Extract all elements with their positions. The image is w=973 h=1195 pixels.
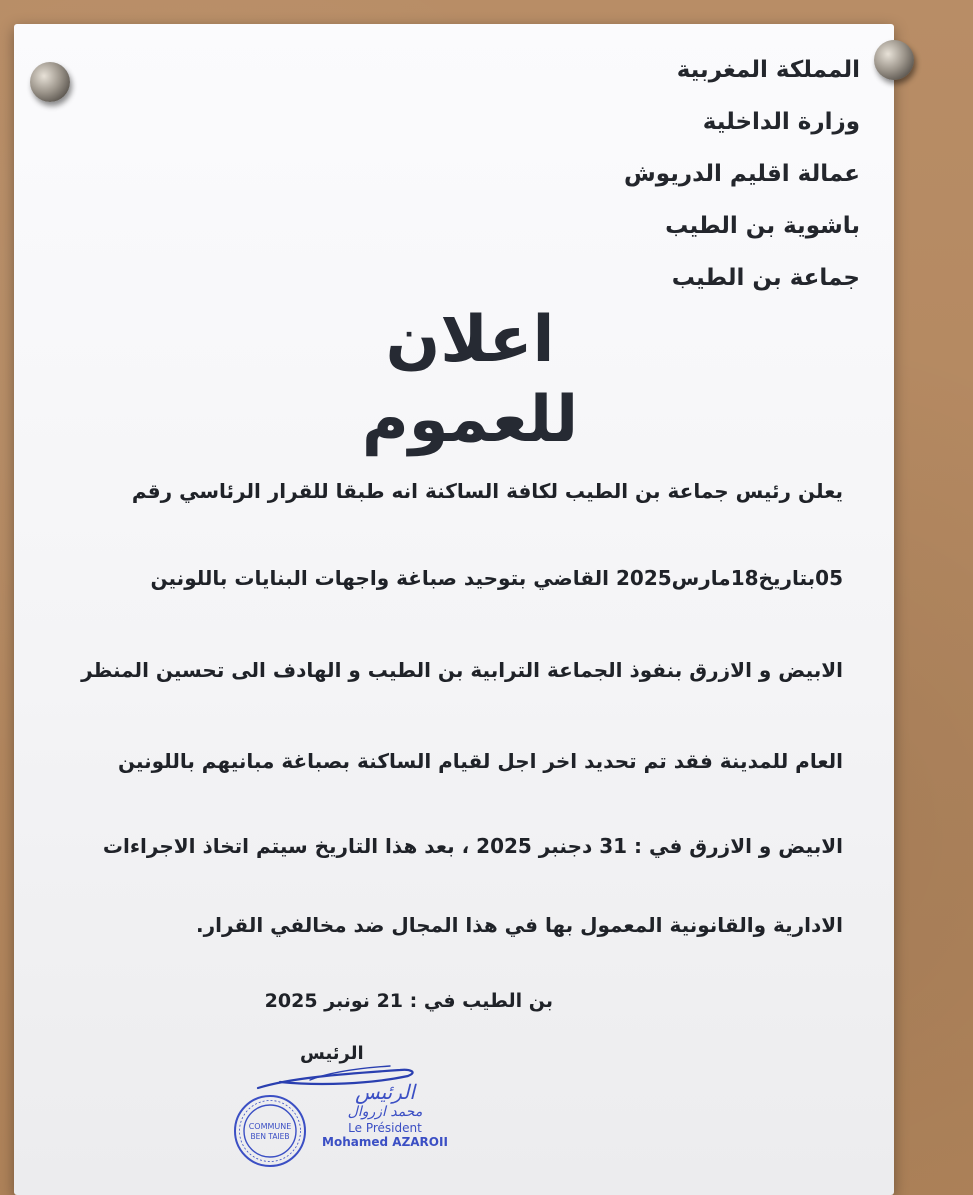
header-ministry: وزارة الداخلية (702, 109, 860, 135)
svg-text:COMMUNE: COMMUNE (248, 1122, 292, 1131)
commune-seal-icon (232, 1093, 308, 1169)
header-kingdom: المملكة المغربية (676, 57, 860, 83)
pushpin-left-icon (30, 62, 70, 102)
stamp-arabic-name: محمد ازروال (347, 1104, 423, 1120)
signature-label: الرئيس (300, 1043, 364, 1064)
body-line-3: الابيض و الازرق بنفوذ الجماعة الترابية بن الطيب و الهادف الى تحسين المنظر (81, 658, 843, 682)
body-line-5: الابيض و الازرق في : 31 دجنبر 2025 ، بعد هذا التاريخ سيتم اتخاذ الاجراءات (102, 834, 843, 858)
issuer-header (480, 44, 860, 304)
place-date-line: بن الطيب في : 21 نونبر 2025 (264, 990, 553, 1012)
stamp-french-name: Mohamed AZAROII (322, 1135, 448, 1149)
body-line-1: يعلن رئيس جماعة بن الطيب لكافة الساكنة انه طبقا للقرار الرئاسي رقم (131, 479, 843, 503)
svg-text:BEN TAIEB: BEN TAIEB (250, 1132, 290, 1141)
notice-title: اعلان للعموم (361, 303, 579, 457)
stamp-arabic-title: الرئيس (355, 1080, 415, 1104)
stamp-french-title: Le Président (348, 1121, 422, 1135)
official-stamp (232, 1075, 462, 1195)
header-province: عمالة اقليم الدريوش (624, 161, 860, 187)
header-pashalik: باشوية بن الطيب (665, 213, 860, 239)
body-line-6: الادارية والقانونية المعمول بها في هذا المجال ضد مخالفي القرار. (196, 913, 843, 937)
pushpin-right-icon (874, 40, 914, 80)
stamp-text-block (310, 1081, 460, 1149)
body-line-4: العام للمدينة فقد تم تحديد اخر اجل لقيام الساكنة بصباغة مبانيهم باللونين (117, 749, 843, 773)
body-line-2: 05بتاريخ18مارس2025 القاضي بتوحيد صباغة واجهات البنايات باللونين (150, 566, 843, 590)
header-commune: جماعة بن الطيب (671, 265, 860, 291)
